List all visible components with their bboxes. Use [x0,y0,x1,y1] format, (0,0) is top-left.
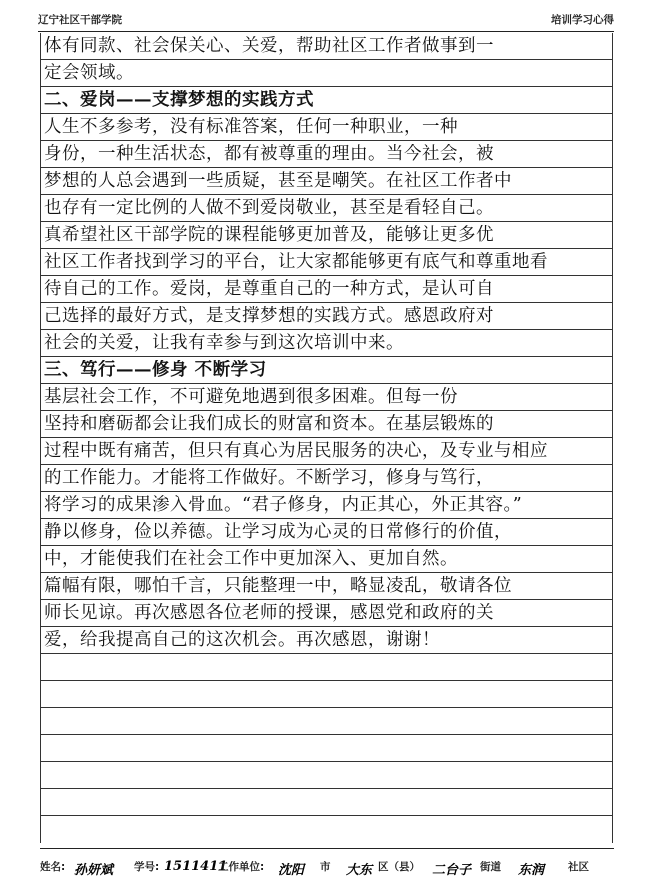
institution-name: 辽宁社区干部学院 [38,14,122,26]
ruled-line [40,600,612,627]
ruled-line [40,492,612,519]
ruled-line [40,141,612,168]
grid-left-edge [40,33,41,843]
ruled-line [40,519,612,546]
writing-grid [40,33,612,843]
handwritten-line: 静以修身，俭以养德。让学习成为心灵的日常修行的价值， [44,522,512,542]
ruled-line [40,465,612,492]
city-label: 市 [320,861,331,873]
handwritten-line: 爱，给我提高自己的这次机会。再次感恩，谢谢！ [44,630,440,650]
page-footer [40,848,614,879]
handwritten-line: 坚持和磨砺都会让我们成长的财富和资本。在基层锻炼的 [44,414,494,434]
ruled-line [40,384,612,411]
ruled-line [40,411,612,438]
document-type: 培训学习心得 [551,14,614,26]
work-unit-community: 东润 [518,863,545,878]
ruled-line [40,546,612,573]
handwritten-line: 中，才能使我们在社会工作中更加深入、更加自然。 [44,549,458,569]
handwritten-line: 真希望社区干部学院的课程能够更加普及，能够让更多优 [44,225,494,245]
name-label: 姓名: [40,861,66,873]
ruled-line [40,168,612,195]
community-label: 社区 [568,861,589,873]
page-header [38,12,614,32]
handwritten-line: 三、笃行——修身 不断学习 [44,360,267,380]
student-id-label: 学号: [134,861,160,873]
handwritten-line: 二、爱岗——支撑梦想的实践方式 [44,90,314,110]
work-unit-street: 二台子 [432,863,472,878]
student-id-value: 1511411 [164,859,228,874]
handwritten-line: 梦想的人总会遇到一些质疑，甚至是嘲笑。在社区工作者中 [44,171,512,191]
ruled-line [40,33,612,60]
ruled-line [40,762,612,789]
handwritten-line: 己选择的最好方式，是支撑梦想的实践方式。感恩政府对 [44,306,494,326]
ruled-line [40,708,612,735]
handwritten-line: 体有同款、社会保关心、关爱，帮助社区工作者做事到一 [44,36,494,56]
ruled-line [40,654,612,681]
ruled-line [40,60,612,87]
handwritten-line: 基层社会工作，不可避免地遇到很多困难。但每一份 [44,387,458,407]
ruled-line [40,357,612,384]
work-unit-city: 沈阳 [278,863,305,878]
handwritten-line: 定会领域。 [44,63,134,83]
handwritten-line: 过程中既有痛苦，但只有真心为居民服务的决心，及专业与相应 [44,441,548,461]
handwritten-line: 社区工作者找到学习的平台，让大家都能够更有底气和尊重地看 [44,252,548,272]
ruled-line [40,573,612,600]
ruled-line [40,330,612,357]
ruled-line [40,249,612,276]
handwritten-line: 人生不多参考，没有标准答案，任何一种职业，一种 [44,117,458,137]
name-value: 孙妍斌 [74,863,114,878]
ruled-line [40,789,612,816]
handwritten-line: 的工作能力。才能将工作做好。不断学习，修身与笃行， [44,468,494,488]
ruled-line [40,303,612,330]
handwritten-line: 社会的关爱，让我有幸参与到这次培训中来。 [44,333,404,353]
ruled-line [40,87,612,114]
ruled-line [40,222,612,249]
street-label: 街道 [480,861,501,873]
handwritten-line: 将学习的成果渗入骨血。“君子修身，内正其心，外正其容。” [44,495,523,515]
header-rule [38,31,614,32]
grid-right-edge [612,33,613,843]
handwritten-line: 也存有一定比例的人做不到爱岗敬业，甚至是看轻自己。 [44,198,494,218]
handwritten-line: 篇幅有限，哪怕千言，只能整理一中，略显凌乱，敬请各位 [44,576,512,596]
ruled-line [40,195,612,222]
handwritten-line: 身份，一种生活状态，都有被尊重的理由。当今社会，被 [44,144,494,164]
ruled-line [40,681,612,708]
ruled-line [40,627,612,654]
work-unit-district: 大东 [346,863,373,878]
ruled-line [40,114,612,141]
district-label: 区（县） [378,861,420,873]
ruled-line [40,276,612,303]
handwritten-line: 待自己的工作。爱岗，是尊重自己的一种方式，是认可自 [44,279,494,299]
handwritten-line: 师长见谅。再次感恩各位老师的授课，感恩党和政府的关 [44,603,494,623]
ruled-line [40,438,612,465]
work-unit-label: 工作单位: [218,861,265,873]
ruled-line [40,735,612,762]
